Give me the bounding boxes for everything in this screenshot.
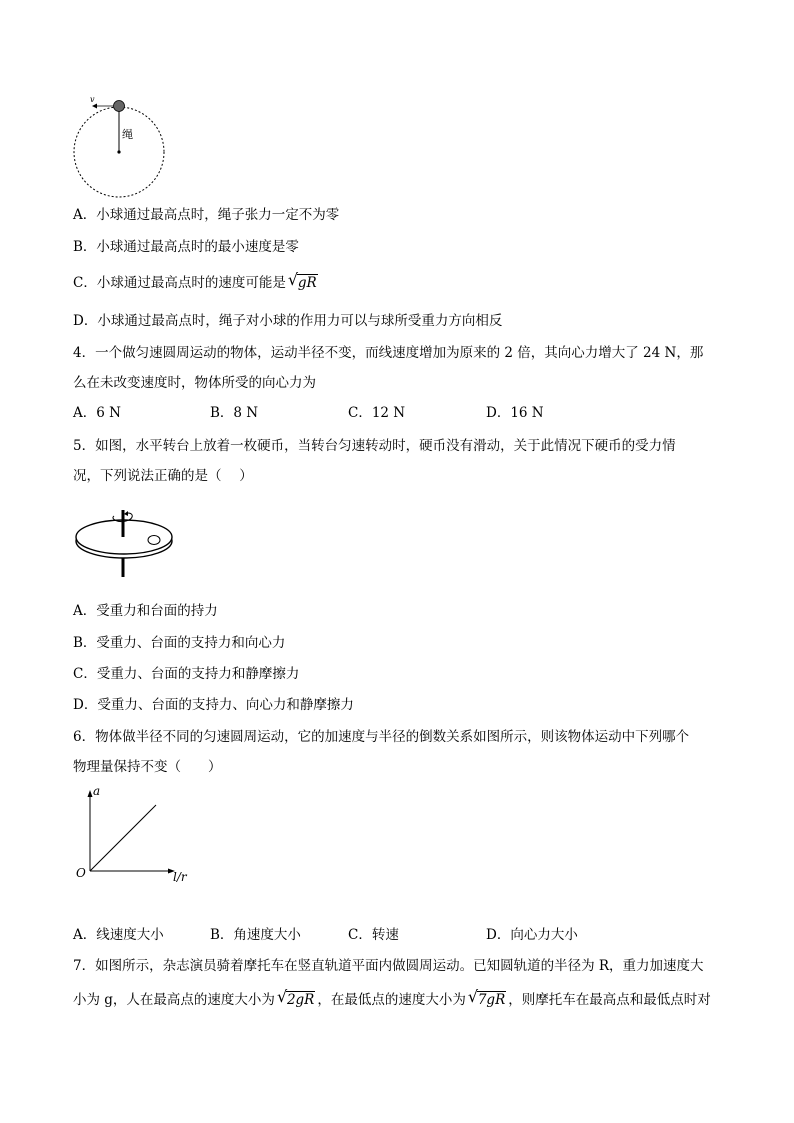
q3-option-b: B．小球通过最高点时的最小速度是零 [73, 239, 299, 255]
q6-options [73, 926, 673, 944]
q6-stem-line1: 6．物体做半径不同的匀速圆周运动，它的加速度与半径的倒数关系如图所示，则该物体运动中下列哪个 [73, 729, 690, 745]
q4-options [73, 404, 673, 422]
y-axis-arrowhead [88, 790, 93, 797]
sqrt-gr: √ gR [287, 270, 317, 291]
y-axis-label: a [93, 785, 101, 798]
q7-stem-line2 [73, 987, 711, 1009]
q5-stem-line2: 况，下列说法正确的是（ ） [73, 468, 253, 484]
q4-option-c: C．12 N [348, 405, 406, 421]
sqrt-2gr: √ 2gR [276, 987, 315, 1008]
q5-option-a: A．受重力和台面的持力 [73, 603, 218, 619]
q5-option-d: D．受重力、台面的支持力、向心力和静摩擦力 [73, 697, 354, 713]
q4-option-b: B．8 N [210, 405, 259, 421]
q5-stem-line1: 5．如图，水平转台上放着一枚硬币，当转台匀速转动时，硬币没有滑动，关于此情况下硬币的受力情 [73, 438, 676, 454]
origin-label: O [76, 866, 86, 880]
rope-ball-figure [70, 92, 170, 200]
q3-option-c [73, 270, 320, 292]
q6-option-d: D．向心力大小 [486, 927, 578, 943]
q7-text-b: ，在最低点的速度大小为 [317, 992, 466, 1008]
q5-option-b: B．受重力、台面的支持力和向心力 [73, 635, 286, 651]
q4-stem-line2: 么在未改变速度时，物体所受的向心力为 [73, 375, 316, 391]
q7-stem-line1: 7．如图所示，杂志演员骑着摩托车在竖直轨道平面内做圆周运动。已知圆轨道的半径为 R，重力加速度大 [73, 958, 704, 974]
q4-option-a: A．6 N [73, 405, 121, 421]
ball [114, 101, 125, 112]
q6-option-a: A．线速度大小 [73, 927, 164, 943]
q7-text-a: 小为 g，人在最高点的速度大小为 [73, 992, 275, 1008]
velocity-label: v [90, 95, 95, 104]
rotation-arrowhead [124, 511, 128, 516]
q6-stem-line2: 物理量保持不变（ ） [73, 759, 222, 775]
q3-option-c-text: C．小球通过最高点时的速度可能是 [73, 275, 286, 291]
proportional-line [90, 805, 156, 871]
q4-stem-line1: 4．一个做匀速圆周运动的物体，运动半径不变，而线速度增加为原来的 2 倍，其向心力增大了 24 N，那 [73, 345, 704, 361]
q3-option-a: A．小球通过最高点时，绳子张力一定不为零 [73, 207, 340, 223]
center-dot [117, 150, 120, 153]
velocity-arrowhead [92, 104, 97, 109]
q3-option-d: D．小球通过最高点时，绳子对小球的作用力可以与球所受重力方向相反 [73, 313, 503, 329]
turntable-figure [72, 505, 178, 581]
coin [148, 536, 160, 545]
q4-option-d: D．16 N [486, 405, 544, 421]
q7-text-c: ，则摩托车在最高点和最低点时对 [508, 992, 711, 1008]
q6-option-b: B．角速度大小 [210, 927, 301, 943]
q5-option-c: C．受重力、台面的支持力和静摩擦力 [73, 666, 300, 682]
rope-label: 绳 [122, 128, 133, 141]
q6-option-c: C．转速 [348, 927, 399, 943]
x-axis-label: l/r [173, 870, 187, 884]
acceleration-graph [72, 785, 202, 885]
sqrt-7gr: √ 7gR [467, 987, 506, 1008]
